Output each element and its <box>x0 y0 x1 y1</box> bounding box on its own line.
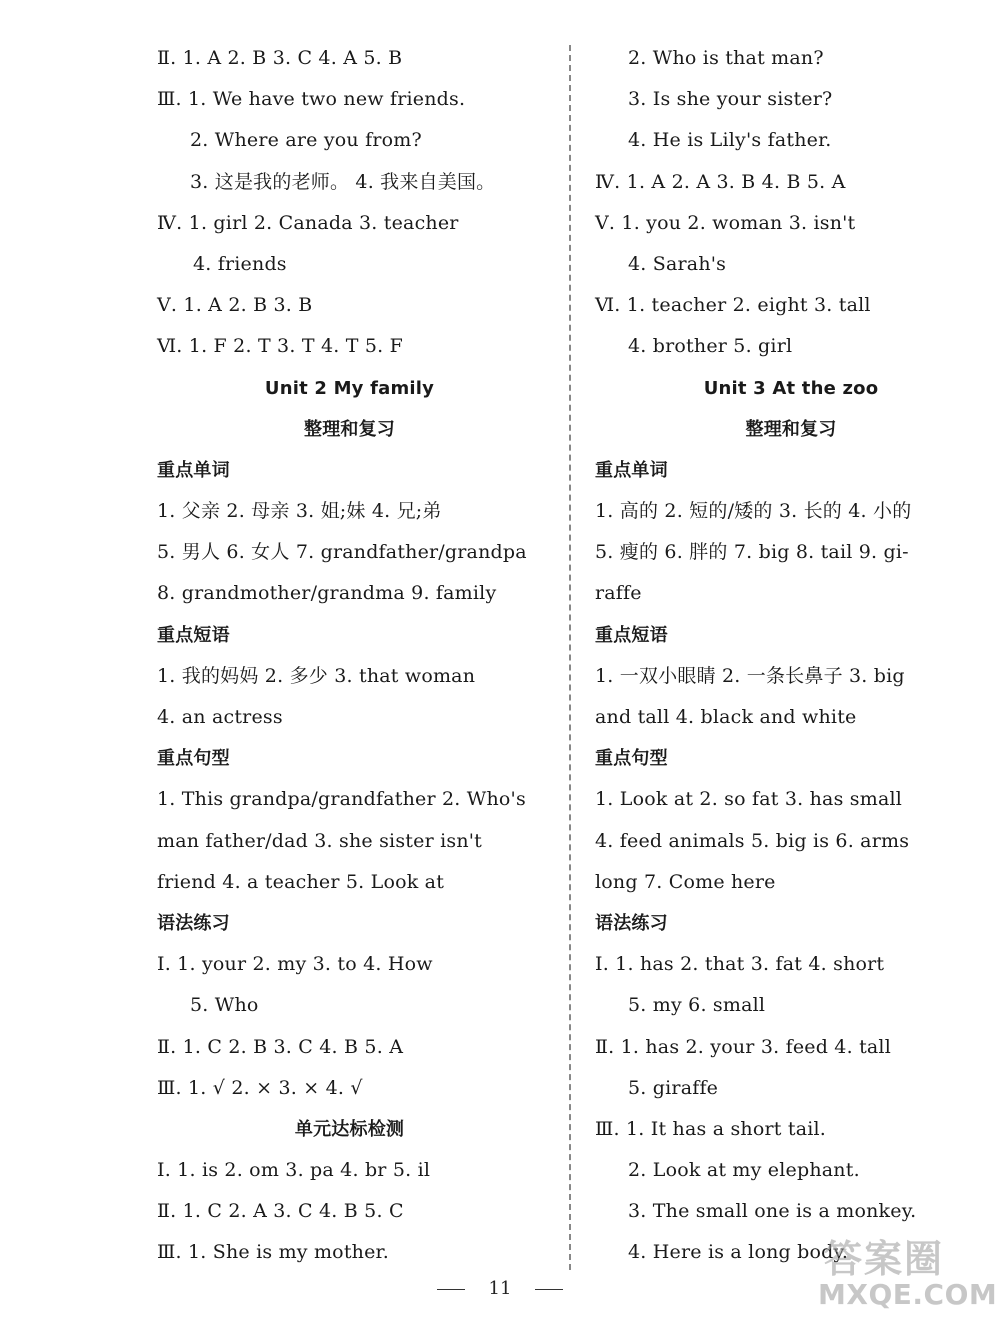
answer-line: 5. giraffe <box>628 1076 719 1099</box>
answer-line: 4. feed animals 5. big is 6. arms <box>595 829 910 852</box>
section-heading: 语法练习 <box>157 912 230 934</box>
answer-line: Ⅵ. 1. F 2. T 3. T 4. T 5. F <box>157 335 403 358</box>
section-heading: 重点短语 <box>595 624 668 646</box>
section-title: 单元达标检测 <box>294 1118 405 1140</box>
left-column <box>157 38 542 1274</box>
answer-line: 8. grandmother/grandma 9. family <box>157 582 497 605</box>
answer-line: 2. Look at my elephant. <box>628 1159 860 1182</box>
answer-line: 4. friends <box>193 252 287 275</box>
answer-line: Ⅲ. 1. It has a short tail. <box>595 1117 827 1140</box>
answer-line: Ⅱ. 1. A 2. B 3. C 4. A 5. B <box>157 47 403 69</box>
answer-line: 5. Who <box>190 994 259 1017</box>
answer-line: 4. He is Lily's father. <box>628 129 832 152</box>
section-heading: 语法练习 <box>595 912 668 934</box>
answer-line: Ⅳ. 1. girl 2. Canada 3. teacher <box>157 211 459 234</box>
section-heading: 重点句型 <box>595 748 668 770</box>
answer-line: Ⅵ. 1. teacher 2. eight 3. tall <box>595 294 871 317</box>
section-title: Unit 2 My family <box>264 377 435 399</box>
answer-line: Ⅱ. 1. C 2. A 3. C 4. B 5. C <box>157 1200 404 1223</box>
footer-dash-right <box>535 1289 563 1290</box>
answer-line: 3. 这是我的老师。 4. 我来自美国。 <box>190 170 496 193</box>
answer-line: friend 4. a teacher 5. Look at <box>157 870 445 893</box>
page-number: 11 <box>488 1278 512 1299</box>
answer-line: 1. 一双小眼睛 2. 一条长鼻子 3. big <box>595 664 905 687</box>
answer-line: Ⅲ. 1. She is my mother. <box>157 1241 389 1264</box>
section-title: Unit 3 At the zoo <box>703 377 879 399</box>
right-column <box>595 38 987 1274</box>
section-heading: 重点句型 <box>157 748 230 770</box>
section-title: 整理和复习 <box>304 418 395 440</box>
answer-line: 1. 我的妈妈 2. 多少 3. that woman <box>157 664 476 687</box>
answer-line: 4. Sarah's <box>628 252 727 275</box>
answer-line: 3. Is she your sister? <box>628 88 833 111</box>
answer-line: Ⅴ. 1. A 2. B 3. B <box>157 294 313 317</box>
watermark-text: 答案圈 <box>824 1237 945 1281</box>
answer-line: 2. Who is that man? <box>628 47 824 69</box>
column-divider <box>569 45 571 1270</box>
footer-dash-left <box>437 1289 465 1290</box>
answer-line: 1. 高的 2. 短的/矮的 3. 长的 4. 小的 <box>595 500 912 523</box>
answer-line: 1. Look at 2. so fat 3. has small <box>595 788 903 811</box>
answer-line: Ⅲ. 1. √ 2. × 3. × 4. √ <box>157 1076 363 1099</box>
section-heading: 重点单词 <box>595 459 668 481</box>
answer-line: raffe <box>595 582 642 605</box>
answer-line: Ⅴ. 1. you 2. woman 3. isn't <box>595 211 856 234</box>
answer-line: 5. 瘦的 6. 胖的 7. big 8. tail 9. gi- <box>595 541 909 564</box>
answer-line: Ⅰ. 1. has 2. that 3. fat 4. short <box>595 953 885 976</box>
answer-line: 5. 男人 6. 女人 7. grandfather/grandpa <box>157 541 527 564</box>
section-heading: 重点单词 <box>157 459 230 481</box>
answer-line: Ⅰ. 1. your 2. my 3. to 4. How <box>157 953 433 976</box>
answer-line: 3. The small one is a monkey. <box>628 1200 917 1223</box>
section-title: 整理和复习 <box>745 418 837 440</box>
answer-line: 4. an actress <box>157 706 283 728</box>
answer-line: 5. my 6. small <box>628 994 766 1017</box>
answer-line: Ⅰ. 1. is 2. om 3. pa 4. br 5. il <box>157 1159 431 1182</box>
answer-line: Ⅱ. 1. C 2. B 3. C 4. B 5. A <box>157 1035 404 1058</box>
answer-line: man father/dad 3. she sister isn't <box>157 829 483 852</box>
section-heading: 重点短语 <box>157 624 230 646</box>
answer-line: Ⅲ. 1. We have two new friends. <box>157 88 466 111</box>
answer-line: long 7. Come here <box>595 870 776 893</box>
answer-line: 4. Here is a long body. <box>628 1241 849 1264</box>
watermark-url: MXQE.COM <box>818 1278 998 1311</box>
answer-line: 4. brother 5. girl <box>628 335 793 358</box>
answer-line: 2. Where are you from? <box>190 129 422 152</box>
answer-line: Ⅱ. 1. has 2. your 3. feed 4. tall <box>595 1035 891 1058</box>
answer-line: 1. This grandpa/grandfather 2. Who's <box>157 788 526 811</box>
watermark-logo <box>818 1228 996 1318</box>
answer-line: Ⅳ. 1. A 2. A 3. B 4. B 5. A <box>595 170 846 193</box>
answer-line: 1. 父亲 2. 母亲 3. 姐;妹 4. 兄;弟 <box>157 500 442 523</box>
answer-line: and tall 4. black and white <box>595 706 857 728</box>
